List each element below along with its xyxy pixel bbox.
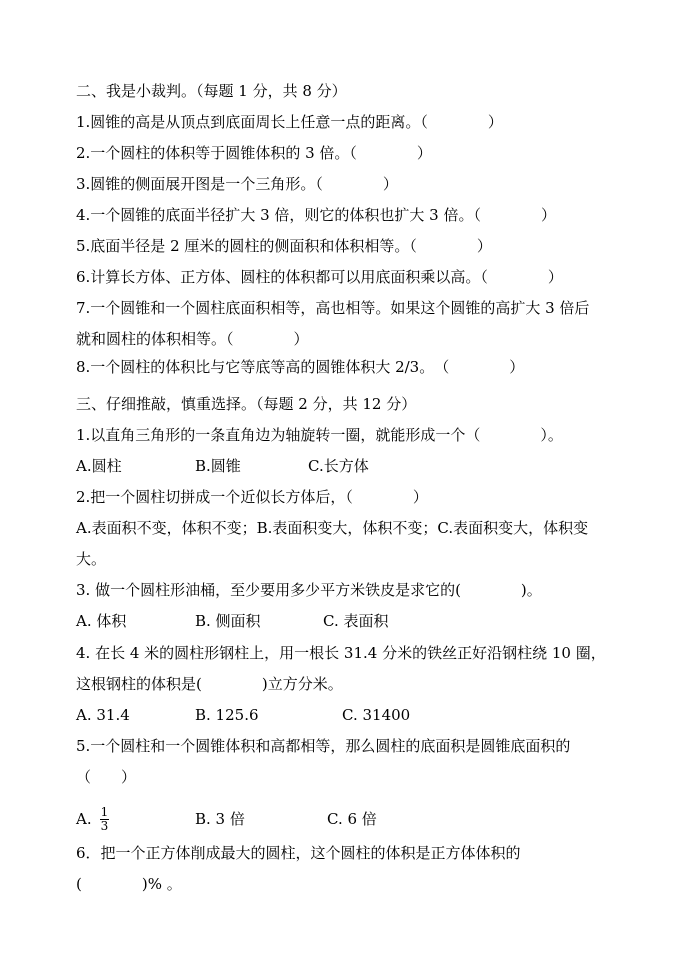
q5-option-a (76, 803, 109, 835)
q4-stem-line1: 4. 在长 4 米的圆柱形钢柱上，用一根长 31.4 分米的铁丝正好沿钢柱绕 10 圈， (76, 644, 606, 662)
fraction-numerator: 1 (100, 804, 109, 819)
q3-option-c: C. 表面积 (323, 612, 389, 630)
q2-options-line1: A.表面积不变，体积不变；B.表面积变大，体积不变；C.表面积变大，体积变 (76, 519, 589, 537)
q2-options-line2: 大。 (76, 550, 107, 568)
q4-stem-line2: 这根钢柱的体积是( )立方分米。 (76, 675, 343, 693)
q5-options (76, 803, 622, 835)
q3-option-b: B. 侧面积 (195, 612, 261, 630)
q5-option-b: B. 3 倍 (195, 810, 245, 828)
q6-stem-line2: ( )% 。 (76, 875, 182, 893)
q5-option-c: C. 6 倍 (327, 810, 377, 828)
section2-heading: 二、我是小裁判。（每题 1 分，共 8 分） (76, 82, 347, 100)
q1-option-a: A.圆柱 (76, 457, 122, 475)
section2-item-5: 5.底面半径是 2 厘米的圆柱的侧面积和体积相等。（ ） (76, 237, 492, 255)
section2-item-7-line1: 7.一个圆锥和一个圆柱底面积相等，高也相等。如果这个圆锥的高扩大 3 倍后 (76, 299, 590, 317)
section3-heading: 三、仔细推敲，慎重选择。（每题 2 分，共 12 分） (76, 395, 417, 413)
section2-item-1: 1.圆锥的高是从顶点到底面周长上任意一点的距离。（ ） (76, 113, 503, 131)
q2-stem: 2.把一个圆柱切拼成一个近似长方体后，（ ） (76, 488, 428, 506)
q1-option-b: B.圆锥 (195, 457, 241, 475)
q1-option-c: C.长方体 (308, 457, 369, 475)
q4-option-a: A. 31.4 (76, 706, 130, 724)
q3-option-a: A. 体积 (76, 612, 127, 630)
one-third-fraction (100, 806, 110, 833)
q5-stem-line2: （ ） (76, 768, 137, 786)
q5-option-a-label: A. (76, 810, 92, 828)
section2-item-8: 8.一个圆柱的体积比与它等底等高的圆锥体积大 2/3。 （ ） (76, 358, 525, 376)
q1-stem: 1.以直角三角形的一条直角边为轴旋转一圈，就能形成一个（ ）。 (76, 426, 563, 444)
section2-item-7-line2: 就和圆柱的体积相等。（ ） (76, 330, 309, 348)
section2-item-3: 3.圆锥的侧面展开图是一个三角形。（ ） (76, 175, 398, 193)
section2-item-2: 2.一个圆柱的体积等于圆锥体积的 3 倍。（ ） (76, 144, 432, 162)
q6-stem-line1: 6．把一个正方体削成最大的圆柱，这个圆柱的体积是正方体体积的 (76, 844, 521, 862)
q4-option-c: C. 31400 (342, 706, 411, 724)
q5-stem-line1: 5.一个圆柱和一个圆锥体积和高都相等，那么圆柱的底面积是圆锥底面积的 (76, 737, 571, 755)
section2-item-6: 6.计算长方体、正方体、圆柱的体积都可以用底面积乘以高。（ ） (76, 268, 563, 286)
q3-stem: 3. 做一个圆柱形油桶，至少要用多少平方米铁皮是求它的( )。 (76, 581, 542, 599)
fraction-denominator: 3 (100, 818, 109, 833)
q4-option-b: B. 125.6 (195, 706, 259, 724)
section2-item-4: 4.一个圆锥的底面半径扩大 3 倍，则它的体积也扩大 3 倍。（ ） (76, 206, 556, 224)
